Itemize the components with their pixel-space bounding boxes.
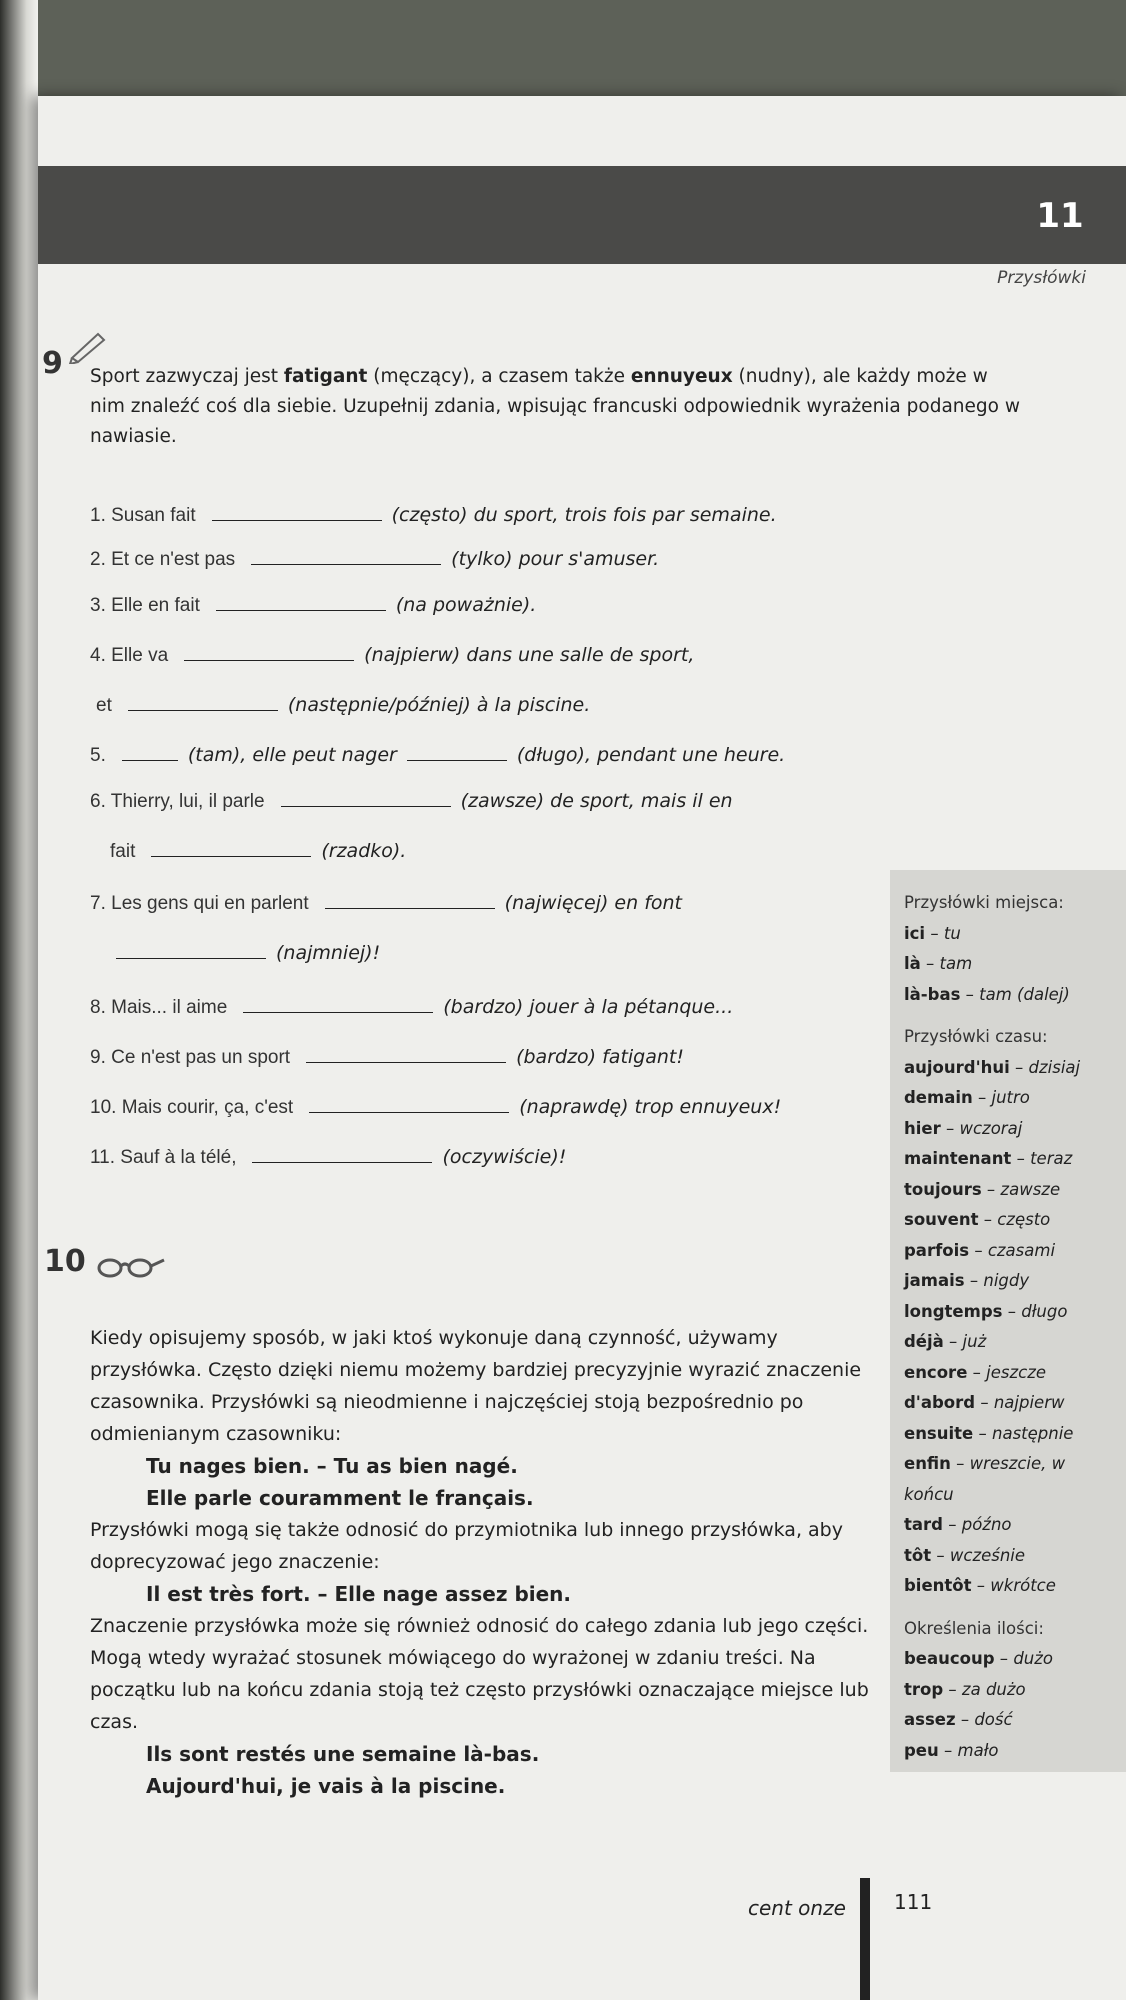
sidebar-entry: ici – tu <box>904 923 961 943</box>
answer-blank[interactable] <box>306 1061 506 1063</box>
exercise-line-7: 7. Les gens qui en parlent (najwięcej) en font <box>90 892 682 914</box>
book-spine <box>0 0 38 2000</box>
sidebar-entry: déjà – już <box>904 1332 987 1351</box>
sidebar-entry: beaucoup – dużo <box>904 1649 1053 1668</box>
sidebar-entry: aujourd'hui – dzisiaj <box>904 1057 1081 1077</box>
sidebar-entry: enfin – wreszcie, w końcu <box>904 1454 1066 1504</box>
answer-blank[interactable] <box>281 805 451 807</box>
section-10-theory <box>90 1322 880 1802</box>
example-sentence: Ils sont restés une semaine là-bas. <box>146 1742 540 1766</box>
sidebar-quantity-title: Określenia ilości: <box>904 1618 1044 1638</box>
exercise-line-1: 1. Susan fait (często) du sport, trois fois par semaine. <box>90 504 777 526</box>
sidebar-entry: parfois – czasami <box>904 1240 1056 1260</box>
exercise-line-9: 9. Ce n'est pas un sport (bardzo) fatigant! <box>90 1046 684 1068</box>
answer-blank[interactable] <box>309 1111 509 1113</box>
sidebar-entry: peu – mało <box>904 1740 999 1760</box>
exercise-line-6: 6. Thierry, lui, il parle (zawsze) de sport, mais il en <box>90 790 733 812</box>
sidebar-entry: assez – dość <box>904 1710 1013 1729</box>
sidebar-entry: encore – jeszcze <box>904 1362 1047 1382</box>
sidebar-entry: bientôt – wkrótce <box>904 1576 1056 1595</box>
answer-blank[interactable] <box>122 759 178 761</box>
answer-blank[interactable] <box>212 519 382 521</box>
sidebar-entry: maintenant – teraz <box>904 1149 1073 1168</box>
chapter-header-band <box>38 166 1126 264</box>
exercise-line-4b: et (następnie/później) à la piscine. <box>96 694 591 716</box>
exercise-line-10: 10. Mais courir, ça, c'est (naprawdę) trop ennuyeux! <box>90 1096 782 1118</box>
exercise-line-5: 5. (tam), elle peut nager (długo), pendant une heure. <box>90 744 786 766</box>
glasses-icon <box>96 1254 166 1280</box>
exercise-line-11: 11. Sauf à la télé, (oczywiście)! <box>90 1146 567 1168</box>
example-sentence: Il est très fort. – Elle nage assez bien. <box>146 1582 572 1606</box>
book-page <box>38 96 1126 2000</box>
sidebar-entry: d'abord – najpierw <box>904 1393 1065 1412</box>
page-number: 111 <box>894 1890 933 1914</box>
exercise-line-2: 2. Et ce n'est pas (tylko) pour s'amuser. <box>90 548 660 570</box>
answer-blank[interactable] <box>184 659 354 661</box>
answer-blank[interactable] <box>407 759 507 761</box>
theory-paragraph: Przysłówki mogą się także odnosić do przymiotnika lub innego przysłówka, aby doprecyzować jego znaczenie: <box>90 1519 843 1573</box>
sidebar-entry: tard – późno <box>904 1515 1012 1534</box>
sidebar-entry: tôt – wcześnie <box>904 1545 1026 1565</box>
answer-blank[interactable] <box>216 609 386 611</box>
sidebar-entry: trop – za dużo <box>904 1679 1026 1699</box>
theory-paragraph: Znaczenie przysłówka może się również odnosić do całego zdania lub jego części. Mogą wtedy wyrażać stosunek mówiącego do wyrażonej w zdaniu treści. Na początku lub na końcu zdania stoją też często przysłówki oznaczające miejsce lub czas. <box>90 1615 869 1733</box>
section-10-number: 10 <box>44 1244 86 1279</box>
example-sentence: Elle parle couramment le français. <box>146 1486 534 1510</box>
answer-blank[interactable] <box>325 907 495 909</box>
chapter-number: 11 <box>1036 196 1084 236</box>
exercise-9-number: 9 <box>42 346 63 381</box>
exercise-line-7b: (najmniej)! <box>100 942 380 964</box>
answer-blank[interactable] <box>151 855 311 857</box>
sidebar-entry: hier – wczoraj <box>904 1118 1023 1138</box>
exercise-line-8: 8. Mais... il aime (bardzo) jouer à la pétanque... <box>90 996 734 1018</box>
exercise-line-6b: fait (rzadko). <box>110 840 407 862</box>
sidebar-entry: là-bas – tam (dalej) <box>904 984 1070 1004</box>
example-sentence: Aujourd'hui, je vais à la piscine. <box>146 1774 506 1798</box>
page-number-words: cent onze <box>748 1896 846 1920</box>
exercise-line-3: 3. Elle en fait (na poważnie). <box>90 594 537 616</box>
sidebar-time-title: Przysłówki czasu: <box>904 1027 1048 1046</box>
answer-blank[interactable] <box>251 563 441 565</box>
sidebar-entry: toujours – zawsze <box>904 1179 1061 1199</box>
exercise-9-instructions: Sport zazwyczaj jest fatigant (męczący), a czasem także ennuyeux (nudny), ale każdy może w nim znaleźć coś dla siebie. Uzupełnij zdania, wpisując francuski odpowiednik wyrażenia podanego w nawiasie. <box>90 366 1020 447</box>
footer-divider <box>860 1878 870 2000</box>
sidebar-entry: longtemps – długo <box>904 1301 1068 1321</box>
theory-paragraph: Kiedy opisujemy sposób, w jaki ktoś wykonuje daną czynność, używamy przysłówka. Często dzięki niemu możemy bardziej precyzyjnie wyrazić znaczenie czasownika. Przysłówki są nieodmienne i najczęściej stoją bezpośrednio po odmienianym czasowniku: <box>90 1327 862 1445</box>
sidebar-entry: souvent – często <box>904 1210 1051 1229</box>
sidebar-entry: ensuite – następnie <box>904 1423 1074 1443</box>
exercise-line-4: 4. Elle va (najpierw) dans une salle de sport, <box>90 644 695 666</box>
chapter-title: Przysłówki <box>997 268 1086 288</box>
adverbs-sidebar <box>890 870 1126 1772</box>
answer-blank[interactable] <box>116 957 266 959</box>
sidebar-entry: jamais – nigdy <box>904 1271 1030 1290</box>
sidebar-place-title: Przysłówki miejsca: <box>904 893 1064 912</box>
pencil-icon <box>68 328 108 364</box>
answer-blank[interactable] <box>252 1161 432 1163</box>
sidebar-entry: là – tam <box>904 954 973 973</box>
answer-blank[interactable] <box>128 709 278 711</box>
sidebar-entry: demain – jutro <box>904 1088 1030 1107</box>
answer-blank[interactable] <box>243 1011 433 1013</box>
example-sentence: Tu nages bien. – Tu as bien nagé. <box>146 1454 518 1478</box>
